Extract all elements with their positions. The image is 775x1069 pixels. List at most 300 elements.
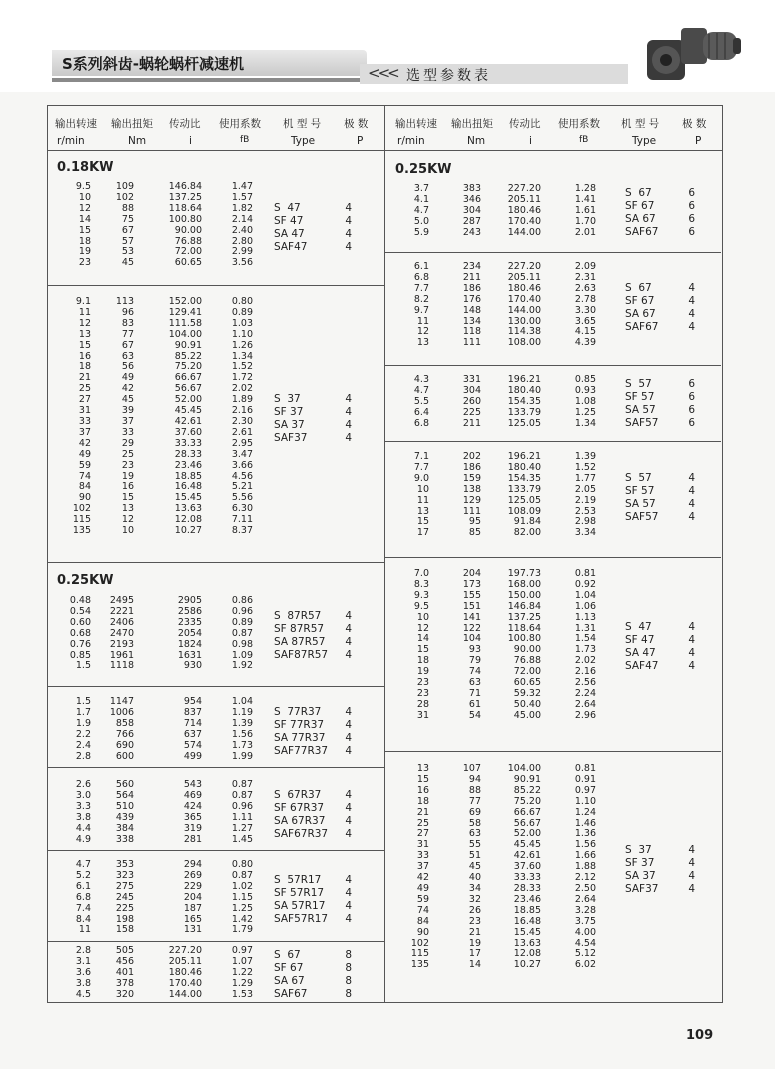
header-speed-cn: 输出转速 (395, 118, 437, 130)
table-cell: 1006 (109, 706, 134, 718)
table-cell: 15 (416, 516, 429, 528)
table-cell: 12.08 (513, 948, 541, 960)
header-ratio-cn: 传动比 (509, 118, 541, 130)
table-cell: 129.41 (168, 306, 202, 318)
table-cell: 10 (416, 483, 429, 495)
table-cell: 1.25 (231, 902, 253, 914)
table-cell: 57 (121, 235, 134, 247)
table-cell: 1.82 (231, 202, 253, 214)
table-cell: 1.34 (231, 350, 253, 362)
table-cell: 12.08 (174, 514, 202, 526)
model-type: S 37 (625, 843, 652, 856)
table-cell: 225 (462, 406, 481, 418)
table-cell: 3.3 (75, 800, 91, 812)
model-type: S 47 (625, 621, 652, 634)
model-list (274, 789, 352, 841)
table-cell: 5.12 (574, 948, 596, 960)
table-cell: 90 (78, 492, 91, 504)
table-cell: 2.78 (574, 293, 596, 305)
table-cell: 4.7 (413, 204, 429, 216)
table-cell: 122 (462, 622, 481, 634)
table-cell: 3.0 (75, 789, 91, 801)
pole-count: 4 (688, 510, 695, 523)
table-cell: 1.70 (574, 215, 596, 227)
table-cell: 28.33 (513, 882, 541, 894)
table-cell: 384 (115, 822, 134, 834)
model-row (274, 789, 352, 802)
model-type: SAF77R37 (274, 744, 329, 757)
model-type: SF 57R17 (274, 887, 325, 900)
table-cell: 63 (468, 677, 481, 689)
model-row (625, 213, 695, 226)
table-cell: 1.61 (574, 204, 596, 216)
table-cell: 499 (183, 750, 202, 762)
model-row (274, 649, 352, 662)
model-list (625, 378, 695, 430)
table-cell: 16.48 (174, 481, 202, 493)
table-cell: 7.11 (231, 514, 253, 526)
table-cell: 31 (416, 709, 429, 721)
header-ratio-unit: i (189, 135, 192, 147)
table-cell: 170.40 (168, 977, 202, 989)
table-cell: 245 (115, 891, 134, 903)
model-row (274, 228, 352, 241)
pole-count: 4 (345, 788, 352, 801)
table-cell: 7.7 (413, 461, 429, 473)
table-cell: 10.27 (513, 959, 541, 971)
model-type: SA 57R17 (274, 900, 326, 913)
ratio-column (508, 569, 541, 722)
table-cell: 2.63 (574, 282, 596, 294)
table-cell: 180.40 (507, 461, 541, 473)
table-cell: 1.07 (231, 955, 253, 967)
pole-count: 4 (345, 405, 352, 418)
group-separator (385, 751, 721, 752)
table-cell: 12 (416, 326, 429, 338)
table-cell: 3.34 (574, 527, 596, 539)
header-sf-cn: 使用系数 (219, 118, 261, 130)
table-cell: 1.77 (574, 472, 596, 484)
model-row (625, 226, 695, 239)
model-type: SA 47 (625, 647, 656, 660)
model-type: SF 67 (625, 200, 655, 213)
table-cell: 15.45 (513, 926, 541, 938)
model-type: S 57 (625, 471, 652, 484)
table-cell: 1.31 (574, 622, 596, 634)
table-cell: 25 (416, 817, 429, 829)
header-torque-unit: Nm (128, 135, 147, 147)
table-cell: 23.46 (174, 459, 202, 471)
table-cell: 0.87 (231, 627, 253, 639)
table-cell: 82.00 (513, 527, 541, 539)
table-cell: 227.20 (168, 945, 202, 956)
table-cell: 130.00 (507, 315, 541, 327)
table-cell: 111.58 (168, 317, 202, 329)
model-row (625, 295, 695, 308)
table-cell: 6.4 (413, 406, 429, 418)
table-cell: 18.85 (513, 904, 541, 916)
table-cell: 2.4 (75, 739, 91, 751)
speed-column (76, 946, 91, 1001)
table-cell: 0.89 (231, 616, 253, 628)
pole-count: 4 (345, 431, 352, 444)
table-cell: 0.60 (69, 616, 91, 628)
table-cell: 196.21 (507, 451, 541, 462)
table-cell: 1.27 (231, 822, 253, 834)
torque-column (116, 182, 134, 269)
table-cell: 424 (183, 800, 202, 812)
pole-count: 4 (688, 484, 695, 497)
table-cell: 714 (183, 717, 202, 729)
table-cell: 125.05 (507, 417, 541, 429)
model-type: SA 67 (274, 975, 305, 988)
model-row (274, 815, 352, 828)
table-cell: 211 (462, 417, 481, 429)
table-cell: 2.14 (231, 213, 253, 225)
table-cell: 93 (468, 644, 481, 656)
table-cell: 152.00 (168, 296, 202, 307)
table-cell: 9.5 (75, 181, 91, 192)
table-cell: 2193 (109, 638, 134, 650)
table-cell: 23 (416, 677, 429, 689)
table-cell: 118.64 (507, 622, 541, 634)
torque-column (116, 297, 134, 537)
table-cell: 137.25 (168, 191, 202, 203)
table-cell: 13 (416, 763, 429, 774)
table-cell: 1.39 (574, 451, 596, 462)
model-row (274, 623, 352, 636)
table-cell: 1.06 (574, 600, 596, 612)
pole-count: 8 (345, 975, 352, 988)
model-list (625, 187, 695, 239)
table-cell: 1.09 (231, 649, 253, 661)
table-cell: 104.00 (168, 328, 202, 340)
table-cell: 0.86 (231, 595, 253, 606)
model-type: SA 37 (625, 869, 656, 882)
table-cell: 67 (121, 339, 134, 351)
table-cell: 1.39 (231, 717, 253, 729)
power-heading: 0.25KW (395, 162, 452, 177)
service-factor-column (575, 262, 596, 349)
table-cell: 2.80 (231, 235, 253, 247)
model-row (625, 321, 695, 334)
table-cell: 3.1 (75, 955, 91, 967)
table-cell: 2586 (177, 605, 202, 617)
table-cell: 77 (121, 328, 134, 340)
table-cell: 1.79 (231, 924, 253, 936)
table-cell: 6.8 (413, 417, 429, 429)
table-cell: 33 (78, 415, 91, 427)
table-cell: 2.99 (231, 246, 253, 258)
header-pole-unit: P (695, 135, 702, 147)
table-cell: 0.97 (231, 945, 253, 956)
table-cell: 13 (121, 503, 134, 515)
speed-column (76, 697, 91, 762)
table-cell: 45 (121, 257, 134, 269)
model-type: SAF47 (274, 240, 308, 253)
table-cell: 1.26 (231, 339, 253, 351)
table-cell: 1.5 (75, 660, 91, 672)
table-cell: 3.7 (413, 183, 429, 194)
table-cell: 28.33 (174, 448, 202, 460)
table-cell: 17 (468, 948, 481, 960)
pole-count: 4 (345, 201, 352, 214)
pole-count: 4 (345, 827, 352, 840)
model-type: SAF67R37 (274, 827, 329, 840)
table-cell: 564 (115, 789, 134, 801)
model-type: SA 57 (625, 404, 656, 417)
table-cell: 2905 (177, 595, 202, 606)
model-row (274, 732, 352, 745)
table-cell: 5.9 (413, 226, 429, 238)
table-cell: 59 (416, 893, 429, 905)
ratio-column (169, 297, 202, 537)
pole-count: 8 (345, 988, 352, 1001)
model-row (274, 406, 352, 419)
table-cell: 54 (468, 709, 481, 721)
table-cell: 133.79 (507, 406, 541, 418)
table-cell: 6.8 (413, 271, 429, 283)
table-cell: 74 (468, 666, 481, 678)
model-row (274, 393, 352, 406)
table-cell: 7.1 (413, 451, 429, 462)
model-type: SA 57 (625, 497, 656, 510)
table-cell: 323 (115, 869, 134, 881)
ratio-column (184, 780, 202, 845)
table-cell: 383 (462, 183, 481, 194)
table-cell: 18 (78, 235, 91, 247)
table-cell: 11 (78, 306, 91, 318)
model-row (625, 883, 695, 896)
table-cell: 95 (468, 516, 481, 528)
table-cell: 2221 (109, 605, 134, 617)
table-cell: 186 (462, 461, 481, 473)
table-cell: 6.1 (75, 880, 91, 892)
table-cell: 3.30 (574, 304, 596, 316)
table-cell: 1.11 (231, 811, 253, 823)
table-cell: 14 (78, 213, 91, 225)
table-cell: 33.33 (513, 872, 541, 884)
chevron-left-icon: <<< (368, 64, 397, 82)
model-row (274, 202, 352, 215)
table-cell: 5.5 (413, 395, 429, 407)
pole-count: 4 (345, 636, 352, 649)
table-cell: 32 (468, 893, 481, 905)
table-cell: 59.32 (513, 687, 541, 699)
table-cell: 155 (462, 589, 481, 601)
pole-count: 4 (345, 900, 352, 913)
header-speed-unit: r/min (397, 135, 425, 147)
table-cell: 837 (183, 706, 202, 718)
model-row (625, 404, 695, 417)
table-cell: 0.89 (231, 306, 253, 318)
table-cell: 2.02 (574, 655, 596, 667)
group-separator (385, 365, 721, 366)
table-cell: 135 (410, 959, 429, 971)
table-cell: 401 (115, 966, 134, 978)
table-cell: 19 (121, 470, 134, 482)
model-type: SA 87R57 (274, 636, 326, 649)
table-cell: 88 (121, 202, 134, 214)
pole-count: 4 (345, 214, 352, 227)
table-cell: 23 (78, 257, 91, 269)
pole-count: 4 (345, 801, 352, 814)
model-type: SF 37 (274, 405, 304, 418)
pole-count: 4 (345, 240, 352, 253)
speed-column (73, 297, 91, 537)
table-cell: 11 (416, 315, 429, 327)
table-cell: 319 (183, 822, 202, 834)
table-cell: 2.19 (574, 494, 596, 506)
pole-count: 4 (688, 843, 695, 856)
table-cell: 16 (416, 784, 429, 796)
model-type: SF 57 (625, 391, 655, 404)
table-cell: 29 (121, 437, 134, 449)
table-cell: 2.61 (231, 426, 253, 438)
table-cell: 42 (121, 383, 134, 395)
table-frame (47, 105, 723, 1003)
table-cell: 100.80 (507, 633, 541, 645)
torque-column (110, 596, 134, 672)
table-cell: 1.34 (574, 417, 596, 429)
table-cell: 1.41 (574, 193, 596, 205)
ratio-column (508, 184, 541, 239)
group-separator (385, 252, 721, 253)
ratio-column (169, 182, 202, 269)
header-type-unit: Type (632, 135, 657, 147)
model-row (625, 378, 695, 391)
table-cell: 14 (468, 959, 481, 971)
ratio-column (178, 596, 202, 672)
table-cell: 180.40 (507, 384, 541, 396)
table-cell: 1.56 (574, 839, 596, 851)
table-cell: 19 (468, 937, 481, 949)
table-cell: 0.97 (574, 784, 596, 796)
table-cell: 5.56 (231, 492, 253, 504)
table-cell: 63 (121, 350, 134, 362)
torque-column (463, 569, 481, 722)
table-cell: 18 (416, 795, 429, 807)
table-cell: 1.19 (231, 706, 253, 718)
model-row (625, 844, 695, 857)
table-cell: 159 (462, 472, 481, 484)
model-type: SAF67 (274, 988, 308, 1001)
model-row (625, 511, 695, 524)
model-row (274, 636, 352, 649)
speed-column (414, 375, 429, 430)
table-cell: 225 (115, 902, 134, 914)
table-cell: 144.00 (507, 304, 541, 316)
pole-count: 4 (345, 610, 352, 623)
model-list (274, 874, 352, 926)
table-cell: 15.45 (174, 492, 202, 504)
pole-count: 4 (345, 718, 352, 731)
table-cell: 173 (462, 578, 481, 590)
table-cell: 111 (462, 505, 481, 517)
table-cell: 141 (462, 611, 481, 623)
service-factor-column (232, 946, 253, 1001)
table-cell: 0.80 (231, 859, 253, 870)
page-number: 109 (686, 1028, 714, 1043)
table-cell: 16 (78, 350, 91, 362)
table-cell: 4.56 (231, 470, 253, 482)
table-cell: 2.98 (574, 516, 596, 528)
table-cell: 202 (462, 451, 481, 462)
model-type: SAF67 (625, 320, 659, 333)
table-cell: 27 (78, 394, 91, 406)
table-cell: 84 (416, 915, 429, 927)
model-type: SA 67 (625, 307, 656, 320)
table-cell: 205.11 (168, 955, 202, 967)
table-cell: 50.40 (513, 698, 541, 710)
table-cell: 4.54 (574, 937, 596, 949)
table-cell: 66.67 (174, 372, 202, 384)
table-cell: 13.63 (513, 937, 541, 949)
table-cell: 23 (416, 687, 429, 699)
table-cell: 1.72 (231, 372, 253, 384)
table-cell: 4.9 (75, 833, 91, 845)
table-cell: 2.64 (574, 698, 596, 710)
table-cell: 104.00 (507, 763, 541, 774)
table-cell: 2.09 (574, 261, 596, 272)
model-row (274, 962, 352, 975)
table-cell: 1.7 (75, 706, 91, 718)
table-cell: 144.00 (168, 988, 202, 1000)
table-cell: 2.40 (231, 224, 253, 236)
model-row (274, 610, 352, 623)
pole-count: 8 (345, 949, 352, 962)
table-cell: 1.66 (574, 850, 596, 862)
table-cell: 74 (416, 904, 429, 916)
table-cell: 170.40 (507, 215, 541, 227)
table-cell: 4.7 (75, 859, 91, 870)
table-cell: 0.96 (231, 800, 253, 812)
pole-count: 4 (688, 634, 695, 647)
table-cell: 1.08 (574, 395, 596, 407)
table-cell: 1.29 (231, 977, 253, 989)
table-cell: 118 (462, 326, 481, 338)
ratio-column (508, 452, 541, 539)
gear-motor-image (645, 18, 745, 90)
table-cell: 365 (183, 811, 202, 823)
table-cell: 18 (416, 655, 429, 667)
header-type-unit: Type (291, 135, 316, 147)
table-cell: 0.92 (574, 578, 596, 590)
table-cell: 0.80 (231, 296, 253, 307)
table-cell: 137.25 (507, 611, 541, 623)
table-cell: 75.20 (174, 361, 202, 373)
table-cell: 45 (121, 394, 134, 406)
model-list (625, 282, 695, 334)
table-cell: 766 (115, 728, 134, 740)
table-cell: 39 (121, 405, 134, 417)
table-cell: 154.35 (507, 472, 541, 484)
table-cell: 102 (72, 503, 91, 515)
table-cell: 90.91 (174, 339, 202, 351)
table-cell: 28 (416, 698, 429, 710)
table-cell: 3.65 (574, 315, 596, 327)
pole-count: 4 (688, 294, 695, 307)
model-type: SAF57R17 (274, 913, 329, 926)
table-cell: 3.6 (75, 966, 91, 978)
model-row (625, 308, 695, 321)
pole-count: 6 (688, 391, 695, 404)
model-row (625, 621, 695, 634)
column-divider (384, 105, 385, 1002)
table-cell: 378 (115, 977, 134, 989)
table-cell: 56.67 (174, 383, 202, 395)
table-cell: 15 (78, 339, 91, 351)
